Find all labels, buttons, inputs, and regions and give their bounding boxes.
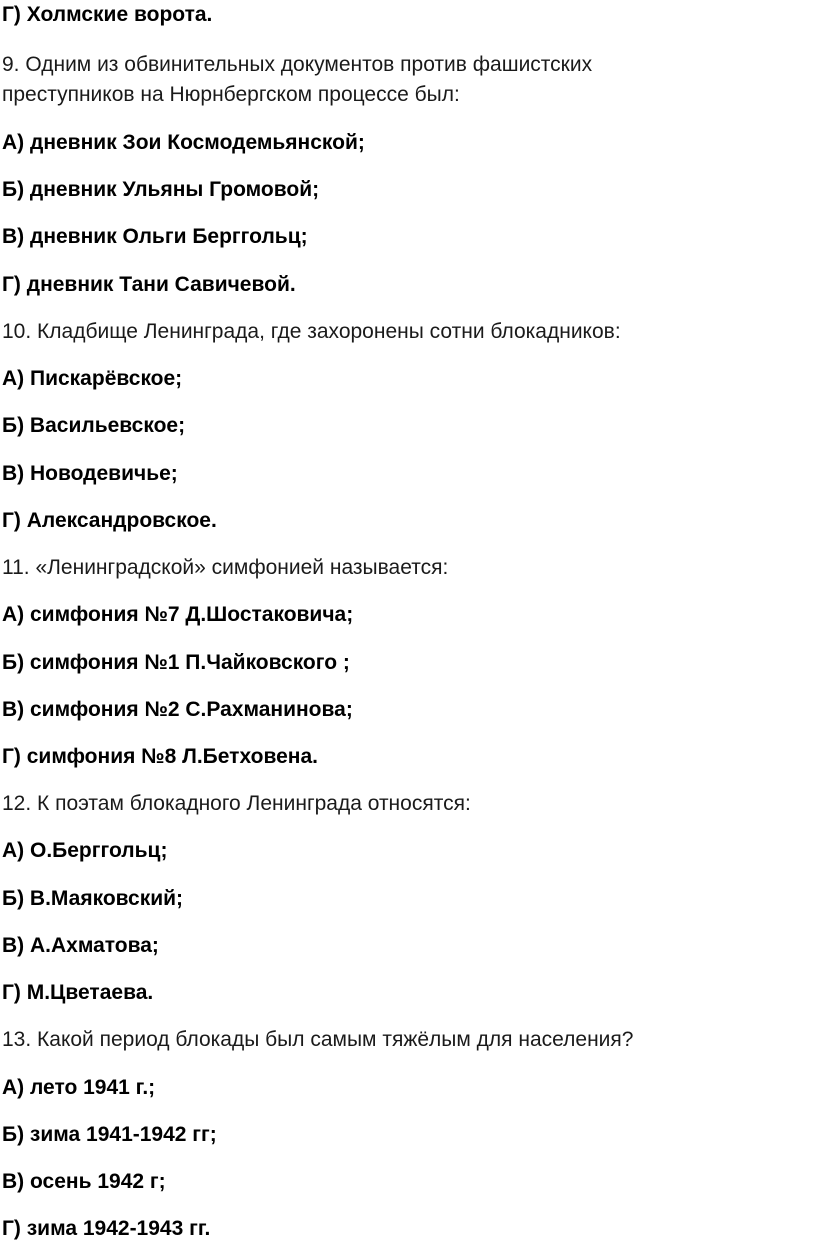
answer-option-q10-g: Г) Александровское.	[2, 509, 217, 532]
answer-option-q11-g: Г) симфония №8 Л.Бетховена.	[2, 745, 318, 768]
answer-option-q11-b: Б) симфония №1 П.Чайковского ;	[2, 651, 350, 674]
answer-option-q10-a: А) Пискарёвское;	[2, 367, 183, 390]
answer-option-q13-b: Б) зима 1941-1942 гг;	[2, 1123, 217, 1146]
answer-option-q9-a: А) дневник Зои Космодемьянской;	[2, 131, 365, 154]
answer-option-q12-a: А) О.Берггольц;	[2, 839, 168, 862]
answer-option-q13-a: А) лето 1941 г.;	[2, 1076, 156, 1099]
answer-option-q9-b: Б) дневник Ульяны Громовой;	[2, 178, 320, 201]
answer-option-q12-b: Б) В.Маяковский;	[2, 887, 184, 910]
question-11-text: 11. «Ленинградской» симфонией называется:	[2, 556, 449, 579]
answer-option-q11-v: В) симфония №2 С.Рахманинова;	[2, 698, 353, 721]
answer-option-q11-a: А) симфония №7 Д.Шостаковича;	[2, 603, 354, 626]
answer-option-q10-v: В) Новодевичье;	[2, 462, 178, 485]
answer-option-q8-g: Г) Холмские ворота.	[2, 3, 213, 26]
question-13-text: 13. Какой период блокады был самым тяжёлым для населения?	[2, 1028, 634, 1051]
question-10-text: 10. Кладбище Ленинграда, где захоронены сотни блокадников:	[2, 320, 621, 343]
question-9-text-line2: преступников на Нюрнбергском процессе был:	[2, 83, 460, 106]
answer-option-q12-v: В) А.Ахматова;	[2, 934, 159, 957]
answer-option-q9-v: В) дневник Ольги Берггольц;	[2, 225, 308, 248]
answer-option-q13-g: Г) зима 1942-1943 гг.	[2, 1217, 211, 1240]
answer-option-q12-g: Г) М.Цветаева.	[2, 981, 154, 1004]
answer-option-q10-b: Б) Васильевское;	[2, 414, 186, 437]
answer-option-q9-g: Г) дневник Тани Савичевой.	[2, 273, 296, 296]
answer-option-q13-v: В) осень 1942 г;	[2, 1170, 166, 1193]
question-12-text: 12. К поэтам блокадного Ленинграда относятся:	[2, 792, 471, 815]
question-9-text-line1: 9. Одним из обвинительных документов против фашистских	[2, 53, 593, 76]
